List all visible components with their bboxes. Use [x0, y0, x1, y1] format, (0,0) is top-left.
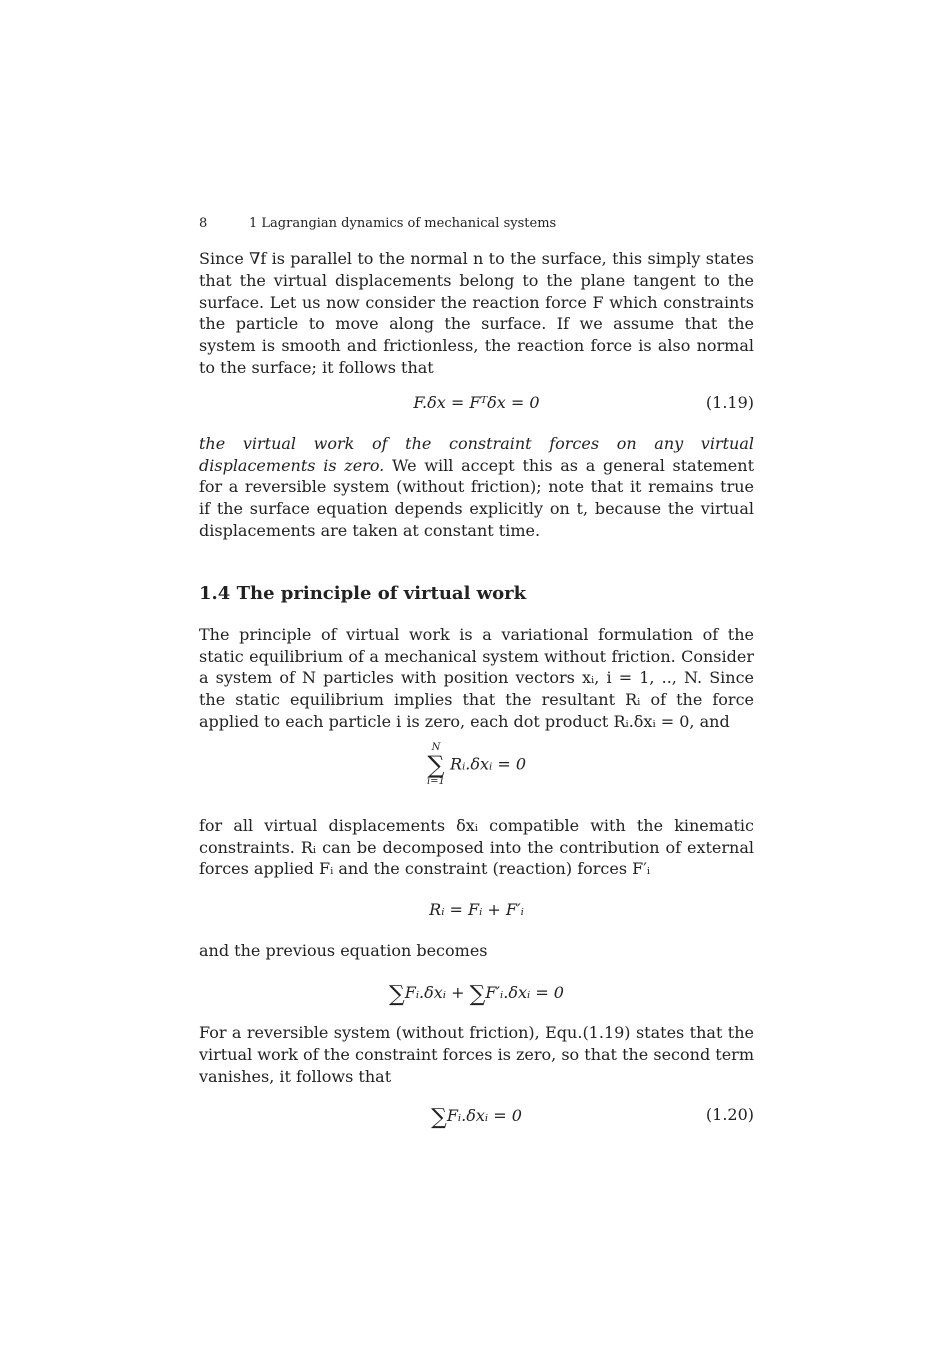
paragraph-2-italic: the virtual work of the constraint forces on any virtual displacements is zero. — [199, 433, 754, 475]
paragraph-4: for all virtual displacements δxᵢ compatible with the kinematic constraints. Rᵢ can be decomposed into the contribution of external forces applied Fᵢ and the constraint (reaction) forces F′ᵢ — [199, 815, 754, 879]
paragraph-5: and the previous equation becomes — [199, 941, 488, 961]
equation-sum-body: Rᵢ.δxᵢ = 0 — [450, 754, 527, 774]
paragraph-2 — [199, 433, 754, 542]
summation-lower: i=1 — [426, 775, 445, 787]
equation-1-19-number: (1.19) — [705, 392, 754, 412]
paragraph-3: The principle of virtual work is a variational formulation of the static equilibrium of a mechanical system without friction. Consider a system of N particles with position vectors xᵢ, i = 1, .., N. Since the static equilibrium implies that the resultant Rᵢ of the force applied to each particle i is zero, each dot product Rᵢ.δxᵢ = 0, and — [199, 624, 754, 731]
section-title: 1.4 The principle of virtual work — [199, 582, 527, 604]
equation-1-20-body: Fᵢ.δxᵢ = 0 — [446, 1106, 522, 1126]
paragraph-6: For a reversible system (without friction), Equ.(1.19) states that the virtual work of the constraint forces is zero, so that the second term vanishes, it follows that — [199, 1022, 754, 1086]
paragraph-2-text: We will accept this as a general statement for a reversible system (without friction); note that it remains true if the surface equation depends explicitly on t, because the virtual displacements are taken at constant time. — [199, 455, 754, 540]
running-header — [199, 214, 754, 234]
equation-decomposition-body: Rᵢ = Fᵢ + F′ᵢ — [429, 900, 524, 920]
running-title: 1 Lagrangian dynamics of mechanical systems — [249, 216, 557, 231]
paragraph-1: Since ∇f is parallel to the normal n to the surface, this simply states that the virtual displacements belong to the plane tangent to the surface. Let us now consider the reaction force F which constraints the particle to move along the surface. If we assume that the system is smooth and frictionless, the reaction force is also normal to the surface; it follows that — [199, 249, 754, 377]
equation-sum — [199, 743, 754, 815]
equation-1-19-body: F.δx = Fᵀδx = 0 — [413, 392, 540, 412]
equation-two-sums — [199, 982, 754, 1022]
summation-symbol: N ∑ i=1 — [426, 741, 445, 787]
equation-decomposition — [199, 900, 754, 940]
equation-1-20-body-wrap: ∑Fᵢ.δxᵢ = 0 — [431, 1105, 522, 1131]
equation-1-20 — [199, 1105, 754, 1145]
equation-1-19 — [199, 393, 754, 433]
equation-two-sums-part2: F′ᵢ.δxᵢ = 0 — [485, 982, 564, 1002]
equation-two-sums-body: ∑Fᵢ.δxᵢ + ∑F′ᵢ.δxᵢ = 0 — [389, 981, 564, 1007]
equation-two-sums-part1: Fᵢ.δxᵢ + — [404, 982, 465, 1002]
equation-1-20-number: (1.20) — [705, 1105, 754, 1125]
page-number: 8 — [199, 216, 208, 231]
page-content — [199, 214, 754, 1145]
summation-upper: N — [431, 741, 441, 753]
